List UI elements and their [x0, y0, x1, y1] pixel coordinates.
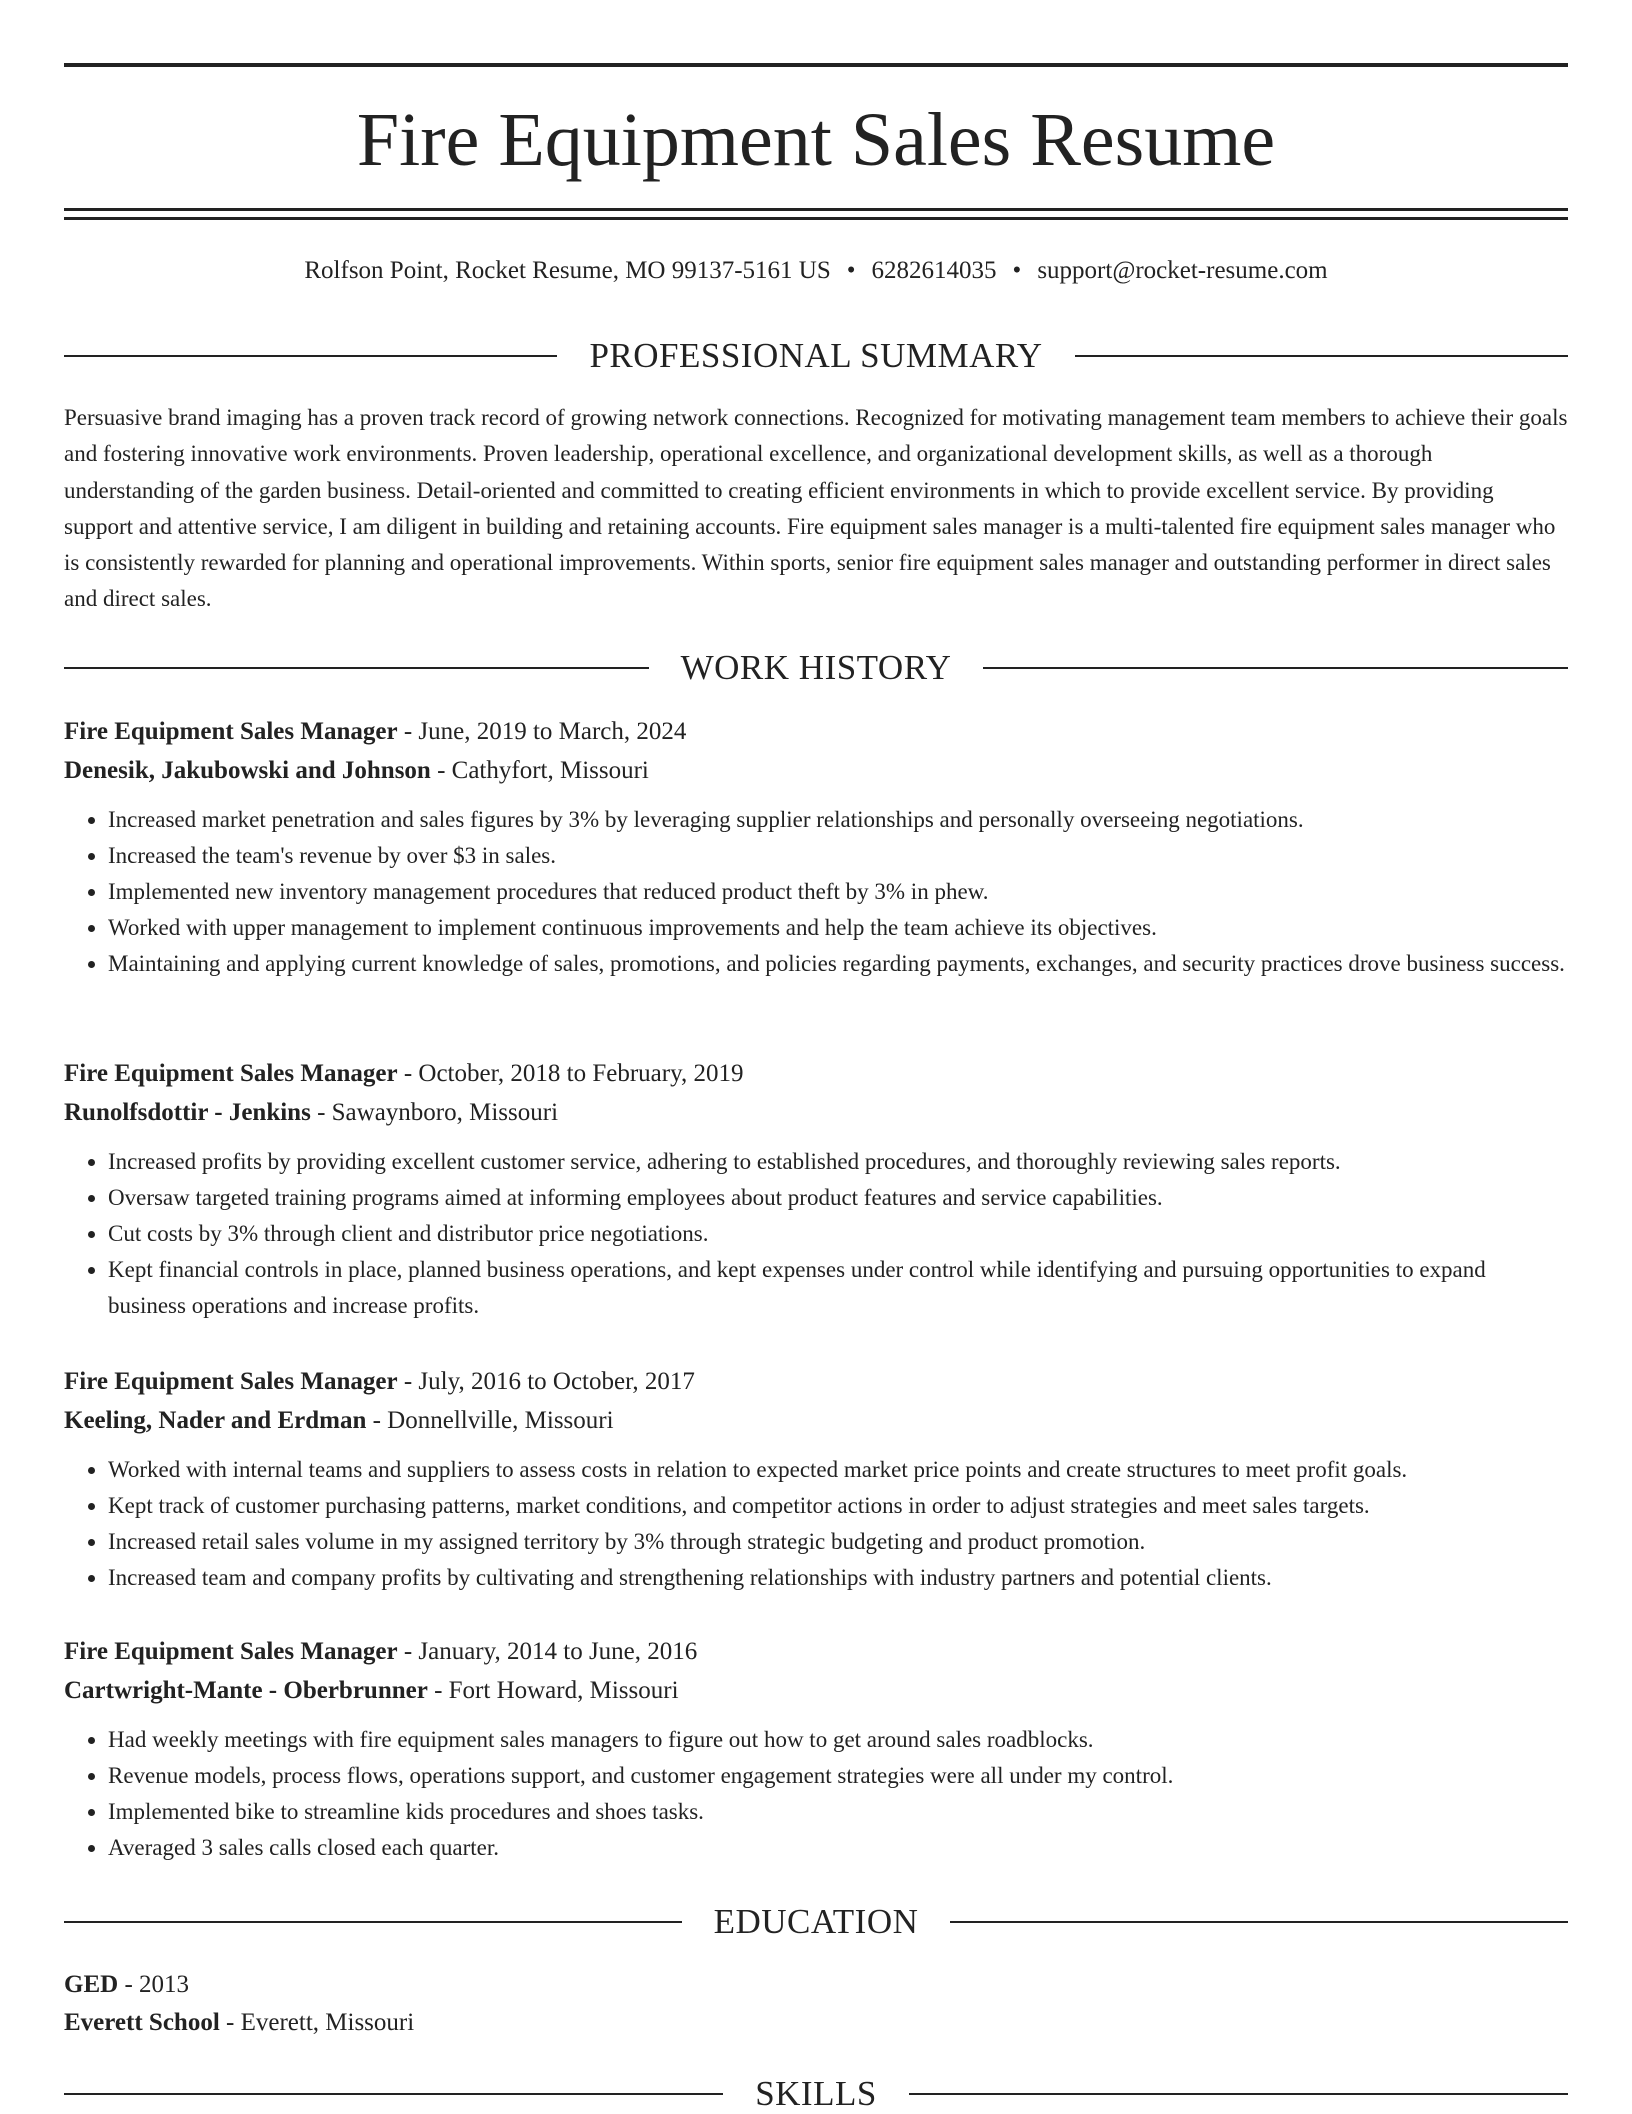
- job-title: Fire Equipment Sales Manager: [64, 1368, 398, 1395]
- contact-address: Rolfson Point, Rocket Resume, MO 99137-5161 US: [304, 257, 831, 284]
- job-bullets: [64, 1722, 1568, 1866]
- job-entry: [64, 1632, 1568, 1866]
- contact-separator: •: [1012, 257, 1022, 284]
- contact-line: [64, 254, 1568, 288]
- list-item: • Increased market penetration and sales figures by 3% by leveraging supplier relationships and personally overseeing negotiations.: [108, 802, 1568, 838]
- job-entry: [64, 1362, 1568, 1596]
- top-rule: [64, 63, 1568, 67]
- contact-email: support@rocket-resume.com: [1037, 257, 1328, 284]
- list-item: • Revenue models, process flows, operations support, and customer engagement strategies were all under my control.: [108, 1758, 1568, 1794]
- list-item: • Increased retail sales volume in my assigned territory by 3% through strategic budgeting and product promotion.: [108, 1524, 1568, 1560]
- education-degree-line: [64, 1966, 1568, 2004]
- education-degree: GED: [64, 1971, 119, 1998]
- section-rule: [950, 1921, 1568, 1923]
- job-bullets: [64, 802, 1568, 982]
- section-rule: [64, 2093, 723, 2095]
- job-company-line: [64, 1093, 1568, 1132]
- section-rule: [64, 355, 557, 357]
- job-company-line: [64, 1671, 1568, 1710]
- job-location: - Cathyfort, Missouri: [430, 757, 649, 784]
- job-title: Fire Equipment Sales Manager: [64, 1060, 398, 1087]
- job-bullets: [64, 1144, 1568, 1324]
- section-rule: [983, 667, 1568, 669]
- contact-separator: •: [846, 257, 856, 284]
- education-school-line: [64, 2004, 1568, 2042]
- list-item: • Implemented new inventory management procedures that reduced product theft by 3% in phew.: [108, 874, 1568, 910]
- list-item: • Worked with upper management to implement continuous improvements and help the team achieve its objectives.: [108, 910, 1568, 946]
- education-year: - 2013: [118, 1971, 190, 1998]
- job-location: - Sawaynboro, Missouri: [310, 1099, 559, 1126]
- job-title-line: [64, 1054, 1568, 1093]
- job-dates: - October, 2018 to February, 2019: [397, 1060, 744, 1087]
- section-header-summary: [64, 336, 1568, 376]
- job-title-line: [64, 1362, 1568, 1401]
- section-header-work-history: [64, 648, 1568, 688]
- contact-phone: 6282614035: [871, 257, 997, 284]
- job-dates: - July, 2016 to October, 2017: [397, 1368, 695, 1395]
- title-rule-lower: [64, 217, 1568, 220]
- list-item: • Kept track of customer purchasing patterns, market conditions, and competitor actions in order to adjust strategies and meet sales targets.: [108, 1488, 1568, 1524]
- job-dates: - June, 2019 to March, 2024: [397, 718, 687, 745]
- job-entry: [64, 1054, 1568, 1324]
- section-title: PROFESSIONAL SUMMARY: [589, 336, 1043, 375]
- list-item: • Implemented bike to streamline kids procedures and shoes tasks.: [108, 1794, 1568, 1830]
- job-title: Fire Equipment Sales Manager: [64, 718, 398, 745]
- section-header-skills: [64, 2074, 1568, 2114]
- section-title: WORK HISTORY: [680, 648, 952, 687]
- list-item: • Worked with internal teams and suppliers to assess costs in relation to expected market price points and create structures to meet profit goals.: [108, 1452, 1568, 1488]
- education-location: - Everett, Missouri: [219, 2009, 415, 2036]
- section-title: EDUCATION: [713, 1902, 919, 1941]
- job-bullets: [64, 1452, 1568, 1596]
- list-item: • Kept financial controls in place, planned business operations, and kept expenses under control while identifying and pursuing opportunities to expand business operations and increase profits.: [108, 1252, 1568, 1324]
- title-rule-upper: [64, 208, 1568, 211]
- job-company: Runolfsdottir - Jenkins: [64, 1099, 311, 1126]
- list-item: • Increased profits by providing excellent customer service, adhering to established procedures, and thoroughly reviewing sales reports.: [108, 1144, 1568, 1180]
- list-item: • Increased the team's revenue by over $3 in sales.: [108, 838, 1568, 874]
- section-header-education: [64, 1902, 1568, 1942]
- list-item: • Cut costs by 3% through client and distributor price negotiations.: [108, 1216, 1568, 1252]
- list-item: • Oversaw targeted training programs aimed at informing employees about product features and service capabilities.: [108, 1180, 1568, 1216]
- job-title-line: [64, 712, 1568, 751]
- job-location: - Fort Howard, Missouri: [427, 1677, 679, 1704]
- section-rule: [909, 2093, 1568, 2095]
- job-location: - Donnellville, Missouri: [366, 1407, 614, 1434]
- job-company-line: [64, 1401, 1568, 1440]
- list-item: • Averaged 3 sales calls closed each quarter.: [108, 1830, 1568, 1866]
- summary-text: Persuasive brand imaging has a proven track record of growing network connections. Recognized for motivating management team members to achieve their goals and fostering innovative work environments. Proven leadership, operational excellence, and organizational development skills, as well as a thorough understanding of the garden business. Detail-oriented and committed to creating efficient environments in which to provide excellent service. By providing support and attentive service, I am diligent in building and retaining accounts. Fire equipment sales manager is a multi-talented fire equipment sales manager who is consistently rewarded for planning and operational improvements. Within sports, senior fire equipment sales manager and outstanding performer in direct sales and direct sales.: [64, 405, 1568, 612]
- section-title: SKILLS: [755, 2074, 877, 2113]
- job-company: Cartwright-Mante - Oberbrunner: [64, 1677, 428, 1704]
- education-school: Everett School: [64, 2009, 220, 2036]
- list-item: • Had weekly meetings with fire equipment sales managers to figure out how to get around sales roadblocks.: [108, 1722, 1568, 1758]
- job-title: Fire Equipment Sales Manager: [64, 1638, 398, 1665]
- job-dates: - January, 2014 to June, 2016: [397, 1638, 698, 1665]
- education-entry: [64, 1966, 1568, 2042]
- job-title-line: [64, 1632, 1568, 1671]
- section-rule: [1075, 355, 1568, 357]
- page-title: Fire Equipment Sales Resume: [356, 98, 1276, 182]
- list-item: • Maintaining and applying current knowledge of sales, promotions, and policies regarding payments, exchanges, and security practices drove business success.: [108, 946, 1568, 982]
- section-rule: [64, 667, 649, 669]
- list-item: • Increased team and company profits by cultivating and strengthening relationships with industry partners and potential clients.: [108, 1560, 1568, 1596]
- job-company: Denesik, Jakubowski and Johnson: [64, 757, 431, 784]
- job-company-line: [64, 751, 1568, 790]
- job-company: Keeling, Nader and Erdman: [64, 1407, 367, 1434]
- job-entry: [64, 712, 1568, 982]
- section-rule: [64, 1921, 682, 1923]
